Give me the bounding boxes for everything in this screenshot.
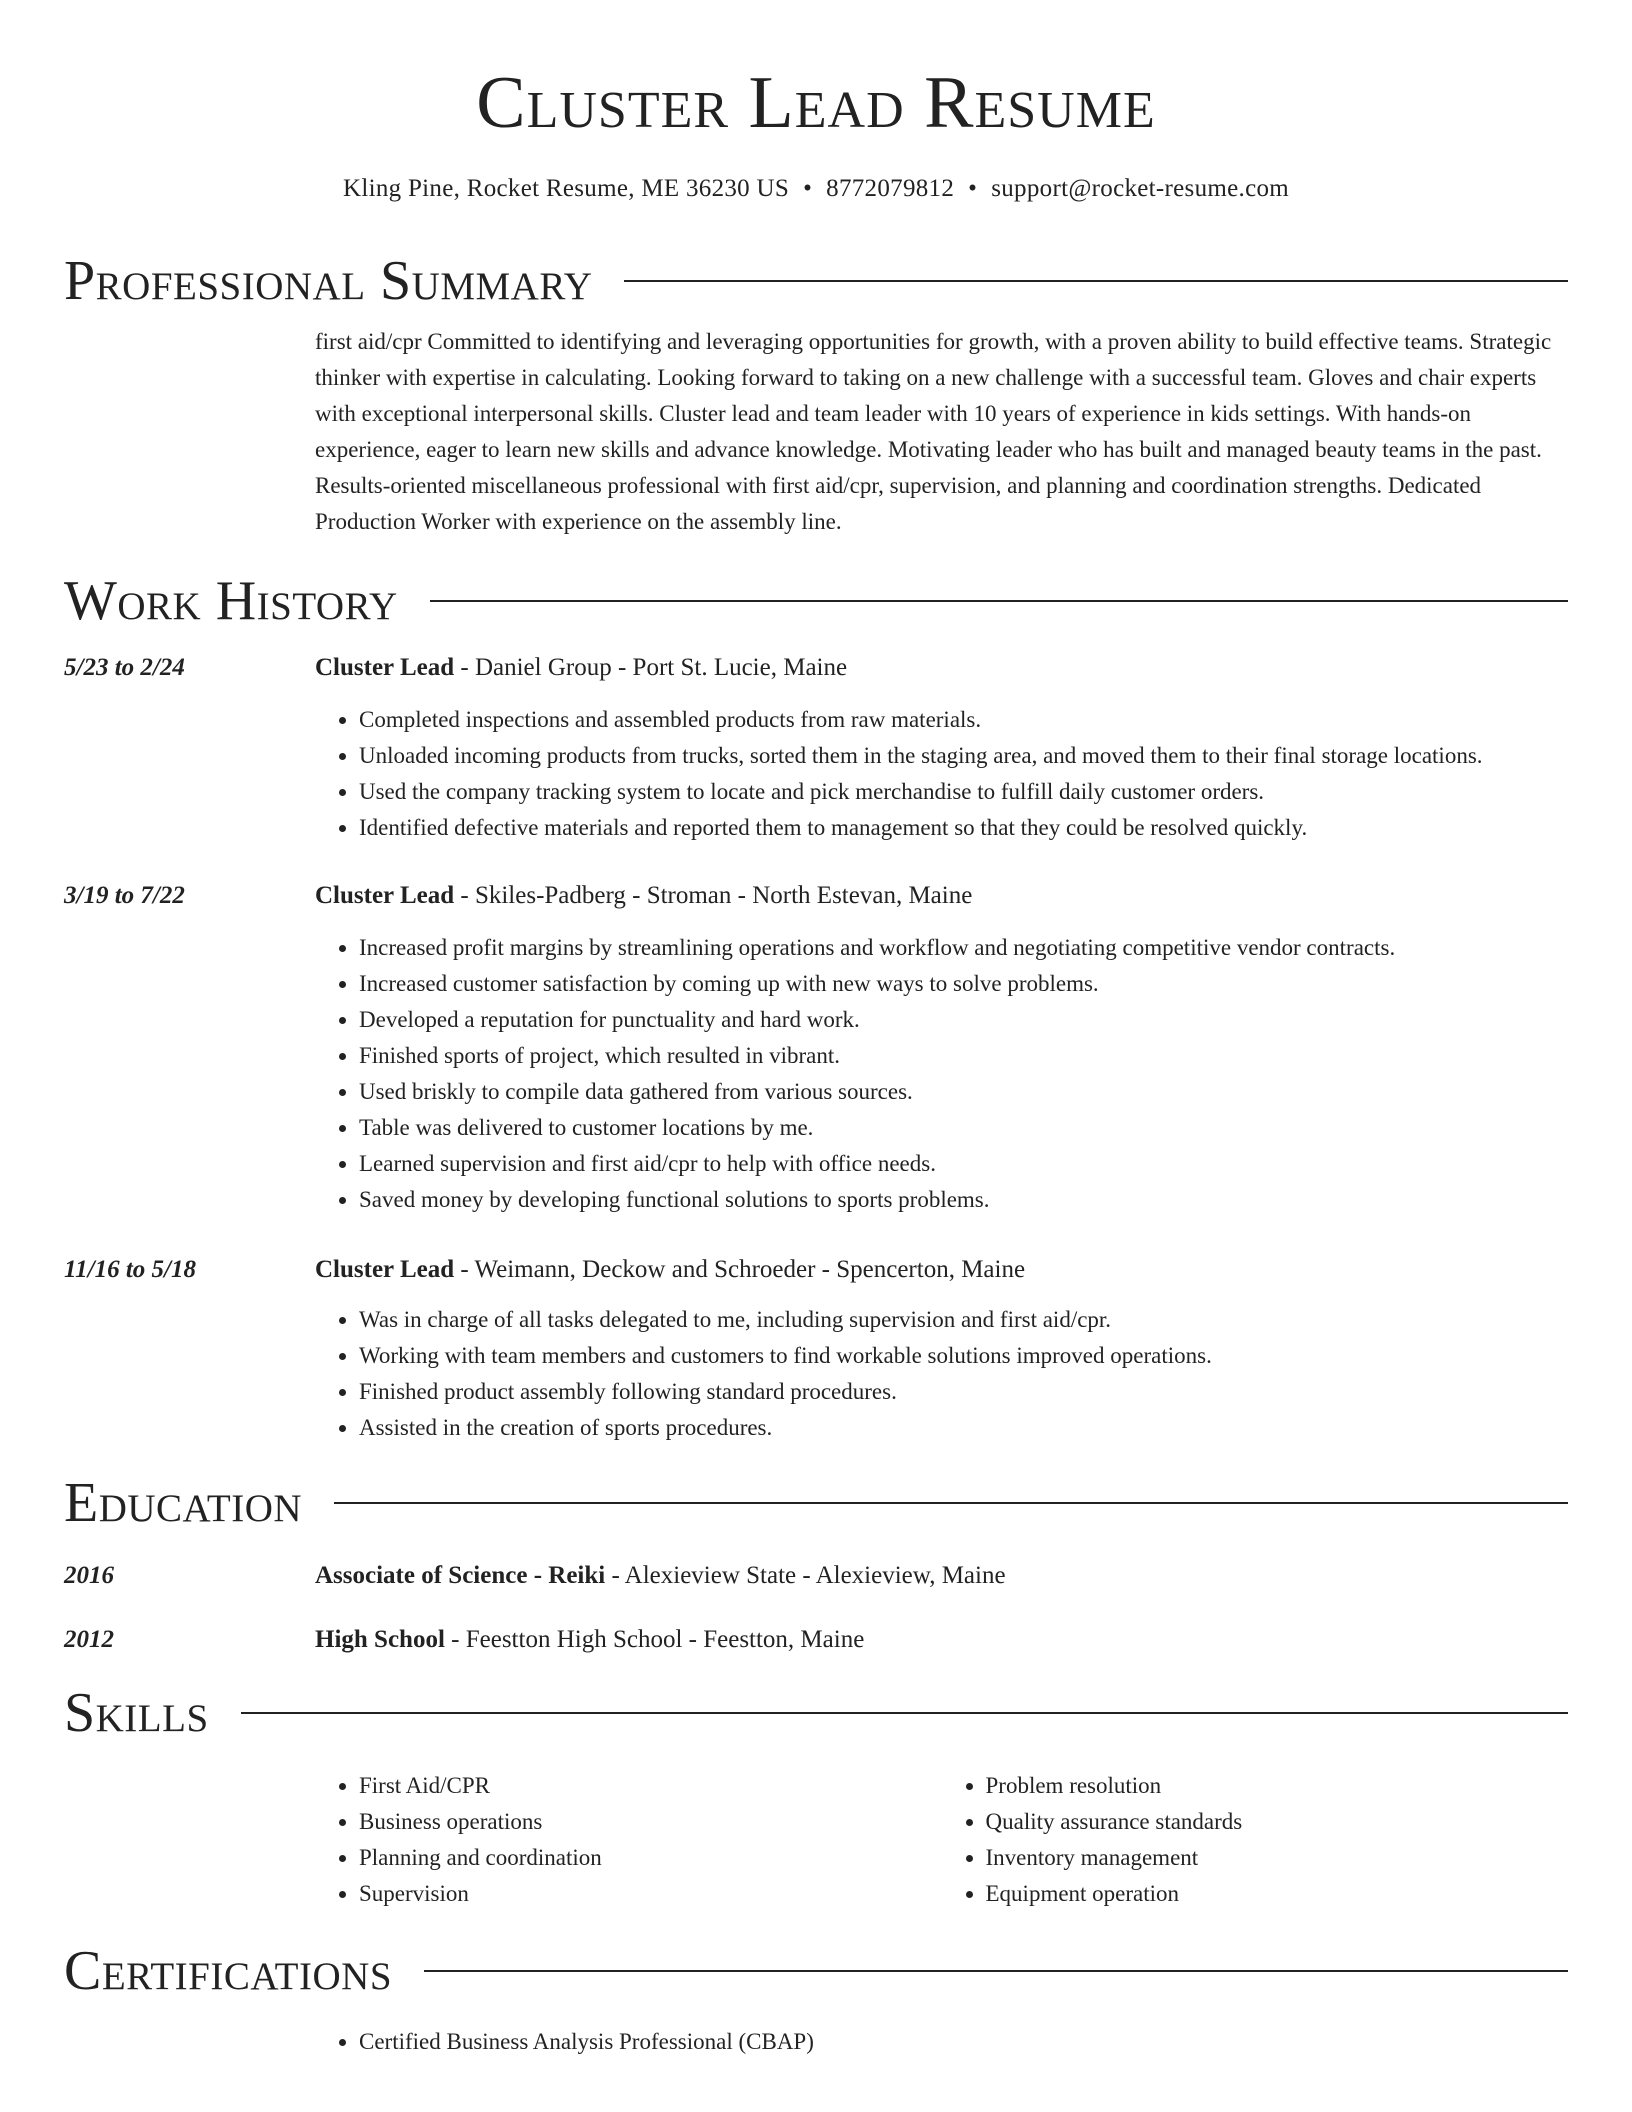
section-title-work: Work History (64, 570, 398, 632)
certifications-left-spacer (64, 2004, 315, 2060)
education-year: 2012 (64, 1626, 114, 1653)
job-entry (64, 650, 1568, 846)
job-dates: 3/19 to 7/22 (64, 882, 185, 909)
skill-item: • First Aid/CPR (359, 1768, 942, 1804)
job-bullet: • Finished sports of project, which resulted in vibrant. (359, 1038, 1568, 1074)
section-header-work (64, 568, 1568, 634)
resume-title: Cluster Lead Resume (476, 62, 1156, 144)
job-bullet: • Used the company tracking system to locate and pick merchandise to fulfill daily customer orders. (359, 774, 1568, 810)
section-divider (424, 1970, 1568, 1972)
job-dates: 11/16 to 5/18 (64, 1256, 196, 1283)
skills-row (64, 1746, 1568, 1912)
job-bullets (315, 930, 1568, 1218)
education-entry (64, 1558, 1568, 1594)
job-heading (315, 1252, 1568, 1288)
section-divider (334, 1502, 1568, 1504)
contact-email: support@rocket-resume.com (991, 175, 1290, 202)
skills-list-right (942, 1768, 1569, 1912)
section-divider (241, 1712, 1568, 1714)
education-heading (315, 1558, 1568, 1594)
job-bullets (315, 1302, 1568, 1446)
education-degree: Associate of Science - Reiki (315, 1562, 606, 1589)
section-divider (624, 280, 1568, 282)
job-bullet: • Identified defective materials and reported them to management so that they could be resolved quickly. (359, 810, 1568, 846)
job-title: Cluster Lead (315, 1256, 455, 1283)
job-details: - Weimann, Deckow and Schroeder - Spencerton, Maine (454, 1256, 1026, 1283)
job-details: - Skiles-Padberg - Stroman - North Estevan, Maine (454, 882, 973, 909)
job-heading (315, 878, 1568, 914)
section-title-summary: Professional Summary (64, 250, 593, 312)
contact-separator: • (968, 175, 978, 202)
skills-left-spacer (64, 1746, 315, 1912)
job-bullet: • Was in charge of all tasks delegated to me, including supervision and first aid/cpr. (359, 1302, 1568, 1338)
job-title: Cluster Lead (315, 882, 455, 909)
job-bullet: • Learned supervision and first aid/cpr to help with office needs. (359, 1146, 1568, 1182)
job-bullet: • Increased profit margins by streamlining operations and workflow and negotiating competitive vendor contracts. (359, 930, 1568, 966)
contact-address: Kling Pine, Rocket Resume, ME 36230 US (342, 175, 790, 202)
education-entry (64, 1622, 1568, 1658)
job-title: Cluster Lead (315, 654, 455, 681)
contact-line (64, 172, 1568, 206)
job-bullet: • Developed a reputation for punctuality and hard work. (359, 1002, 1568, 1038)
job-bullet: • Unloaded incoming products from trucks, sorted them in the staging area, and moved them to their final storage locations. (359, 738, 1568, 774)
certifications-row (64, 2004, 1568, 2060)
summary-text: first aid/cpr Committed to identifying and leveraging opportunities for growth, with a proven ability to build effective teams. Strategic thinker with expertise in calculating. Looking forward to taking on a new challenge with a successful team. Gloves and chair experts with exceptional interpersonal skills. Cluster lead and team leader with 10 years of experience in kids settings. With hands-on experience, eager to learn new skills and advance knowledge. Motivating leader who has built and managed beauty teams in the past. Results-oriented miscellaneous professional with first aid/cpr, supervision, and planning and coordination strengths. Dedicated Production Worker with experience on the assembly line. (315, 329, 1552, 534)
section-title-skills: Skills (64, 1682, 209, 1744)
job-details: - Daniel Group - Port St. Lucie, Maine (454, 654, 848, 681)
education-degree: High School (315, 1626, 445, 1653)
job-heading (315, 650, 1568, 686)
education-details: - Alexieview State - Alexieview, Maine (605, 1562, 1006, 1589)
skill-item: • Inventory management (986, 1840, 1569, 1876)
certifications-list (315, 2024, 1568, 2060)
skills-list-left (315, 1768, 942, 1912)
job-bullets (315, 702, 1568, 846)
skill-item: • Quality assurance standards (986, 1804, 1569, 1840)
skill-item: • Supervision (359, 1876, 942, 1912)
resume-page (64, 0, 1568, 2060)
section-divider (430, 600, 1568, 602)
job-entry (64, 878, 1568, 1218)
job-entry (64, 1252, 1568, 1446)
certification-item: • Certified Business Analysis Professional (CBAP) (359, 2024, 1568, 2060)
education-year: 2016 (64, 1562, 114, 1589)
skill-item: • Problem resolution (986, 1768, 1569, 1804)
job-bullet: • Saved money by developing functional solutions to sports problems. (359, 1182, 1568, 1218)
job-bullet: • Increased customer satisfaction by coming up with new ways to solve problems. (359, 966, 1568, 1002)
section-header-certifications (64, 1938, 1568, 2004)
job-dates: 5/23 to 2/24 (64, 654, 185, 681)
skills-grid (315, 1768, 1568, 1912)
contact-phone: 8772079812 (826, 175, 955, 202)
job-bullet: • Table was delivered to customer locations by me. (359, 1110, 1568, 1146)
job-bullet: • Working with team members and customers to find workable solutions improved operations. (359, 1338, 1568, 1374)
section-title-certifications: Certifications (64, 1940, 393, 2002)
contact-separator: • (803, 175, 813, 202)
section-title-education: Education (64, 1472, 303, 1534)
skill-item: • Equipment operation (986, 1876, 1569, 1912)
summary-row (64, 314, 1568, 540)
job-bullet: • Finished product assembly following standard procedures. (359, 1374, 1568, 1410)
job-bullet: • Assisted in the creation of sports procedures. (359, 1410, 1568, 1446)
section-header-education (64, 1470, 1568, 1536)
section-header-skills (64, 1680, 1568, 1746)
skill-item: • Business operations (359, 1804, 942, 1840)
education-details: - Feestton High School - Feestton, Maine (444, 1626, 865, 1653)
skill-item: • Planning and coordination (359, 1840, 942, 1876)
job-bullet: • Completed inspections and assembled products from raw materials. (359, 702, 1568, 738)
education-heading (315, 1622, 1568, 1658)
section-header-summary (64, 248, 1568, 314)
summary-left-spacer (64, 314, 315, 540)
job-bullet: • Used briskly to compile data gathered from various sources. (359, 1074, 1568, 1110)
